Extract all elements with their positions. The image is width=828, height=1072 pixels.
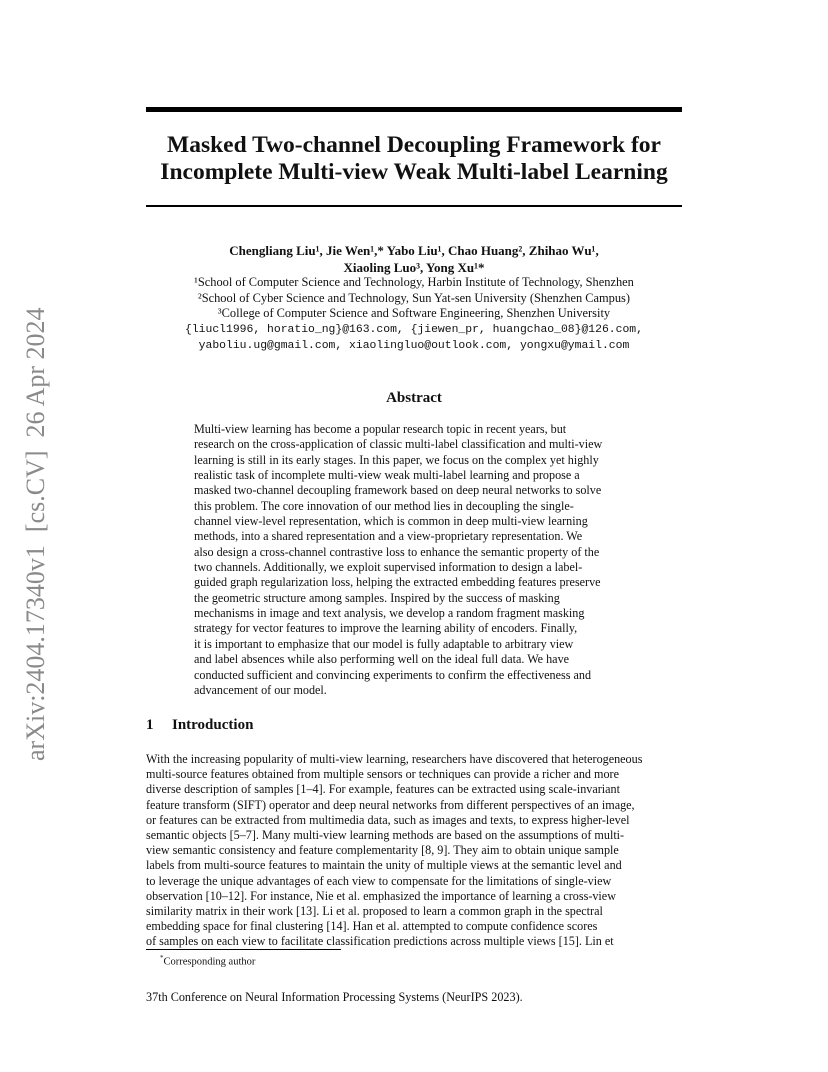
footnote-rule [146,949,341,950]
abstract-line: the geometric structure among samples. Inspired by the success of masking [194,590,560,605]
footnote [160,952,255,969]
author-emails [120,322,708,354]
footnote-text: Corresponding author [163,956,256,968]
abstract-line: research on the cross-application of classic multi-label classification and multi-view [194,437,603,452]
intro-line: embedding space for final clustering [14]. Han et al. attempted to compute confidence scores [146,919,598,934]
section-heading-introduction [146,716,253,734]
abstract-line: mechanisms in image and text analysis, we develop a random fragment masking [194,606,585,621]
affiliation-2: ²School of Cyber Science and Technology, Sun Yat-sen University (Shenzhen Campus) [198,290,630,305]
arxiv-identifier [20,285,52,765]
email-line-1: {liucl1996, horatio_ng}@163.com, {jiewen_pr, huangchao_08}@126.com, [185,324,643,336]
introduction-text [146,752,686,950]
intro-line: to leverage the unique advantages of each view to compensate for the limitations of single-view [146,873,612,888]
section-number: 1 [146,717,154,733]
title-bottom-rule [146,205,682,207]
intro-line: semantic objects [5–7]. Many multi-view learning methods are based on the assumptions of multi- [146,828,625,843]
intro-line: labels from multi-source features to maintain the unity of multiple views at the semantic level and [146,858,622,873]
intro-line: multi-source features obtained from multiple sensors or techniques can provide a richer and more [146,767,619,782]
abstract-line: and label absences while also performing well on the ideal full data. We have [194,652,570,667]
author-list [146,242,682,276]
abstract-line: strategy for vector features to improve the learning ability of encoders. Finally, [194,621,578,636]
abstract-line: this problem. The core innovation of our method lies in decoupling the single- [194,498,574,513]
author-line-1: Chengliang Liu¹, Jie Wen¹,* Yabo Liu¹, Chao Huang², Zhihao Wu¹, [229,243,599,258]
intro-line: view semantic consistency and feature complementarity [8, 9]. They aim to obtain unique sample [146,843,619,858]
abstract-heading: Abstract [386,390,442,406]
intro-line: similarity matrix in their work [13]. Li et al. proposed to learn a common graph in the spectral [146,904,603,919]
abstract-line: guided graph regularization loss, helping the extracted embedding features preserve [194,575,601,590]
abstract-line: Multi-view learning has become a popular research topic in recent years, but [194,422,567,436]
abstract-line: also design a cross-channel contrastive loss to enhance the semantic property of the [194,544,600,559]
conference-venue: 37th Conference on Neural Information Processing Systems (NeurIPS 2023). [146,990,523,1004]
abstract-line: realistic task of incomplete multi-view weak multi-label learning and propose a [194,468,580,483]
abstract-line: two channels. Additionally, we exploit supervised information to design a label- [194,560,583,575]
affiliations [146,275,682,322]
abstract-line: it is important to emphasize that our model is fully adaptable to arbitrary view [194,636,574,651]
intro-line: With the increasing popularity of multi-view learning, researchers have discovered that heterogeneous [146,752,643,766]
paper-title [146,132,682,186]
author-line-2: Xiaoling Luo³, Yong Xu¹* [343,260,485,275]
intro-line: observation [10–12]. For instance, Nie et al. emphasized the importance of learning a cross-view [146,888,616,903]
abstract-line: advancement of our model. [194,682,327,697]
email-line-2: yaboliu.ug@gmail.com, xiaolingluo@outlook.com, yongxu@ymail.com [198,340,630,352]
abstract-line: channel view-level representation, which is common in deep multi-view learning [194,514,588,529]
footnote-mark: * [160,954,164,962]
intro-line: or features can be extracted from multimedia data, such as images and texts, to express higher-level [146,812,630,827]
arxiv-identifier-text: arXiv:2404.17340v1 [cs.CV] 26 Apr 2024 [21,307,50,761]
abstract-line: learning is still in its early stages. In this paper, we focus on the complex yet highly [194,452,599,467]
abstract-line: conducted sufficient and convincing experiments to confirm the effectiveness and [194,667,592,682]
intro-line: feature transform (SIFT) operator and deep neural networks from different perspectives of an image, [146,797,635,812]
affiliation-1: ¹School of Computer Science and Technology, Harbin Institute of Technology, Shenzhen [194,275,634,289]
affiliation-3: ³College of Computer Science and Software Engineering, Shenzhen University [217,306,611,320]
abstract-line: methods, into a shared representation and a view-proprietary representation. We [194,529,583,544]
intro-line: diverse description of samples [1–4]. For example, features can be extracted using scale-invariant [146,782,620,797]
section-title: Introduction [172,717,254,733]
paper-title-line-2: Incomplete Multi-view Weak Multi-label Learning [160,159,668,185]
title-top-rule [146,107,682,112]
paper-title-line-1: Masked Two-channel Decoupling Framework for [167,132,661,158]
intro-line: of samples on each view to facilitate classification predictions across multiple views [15]. Lin et [146,934,614,949]
abstract-text [194,422,634,698]
abstract-line: masked two-channel decoupling framework based on deep neural networks to solve [194,483,602,498]
